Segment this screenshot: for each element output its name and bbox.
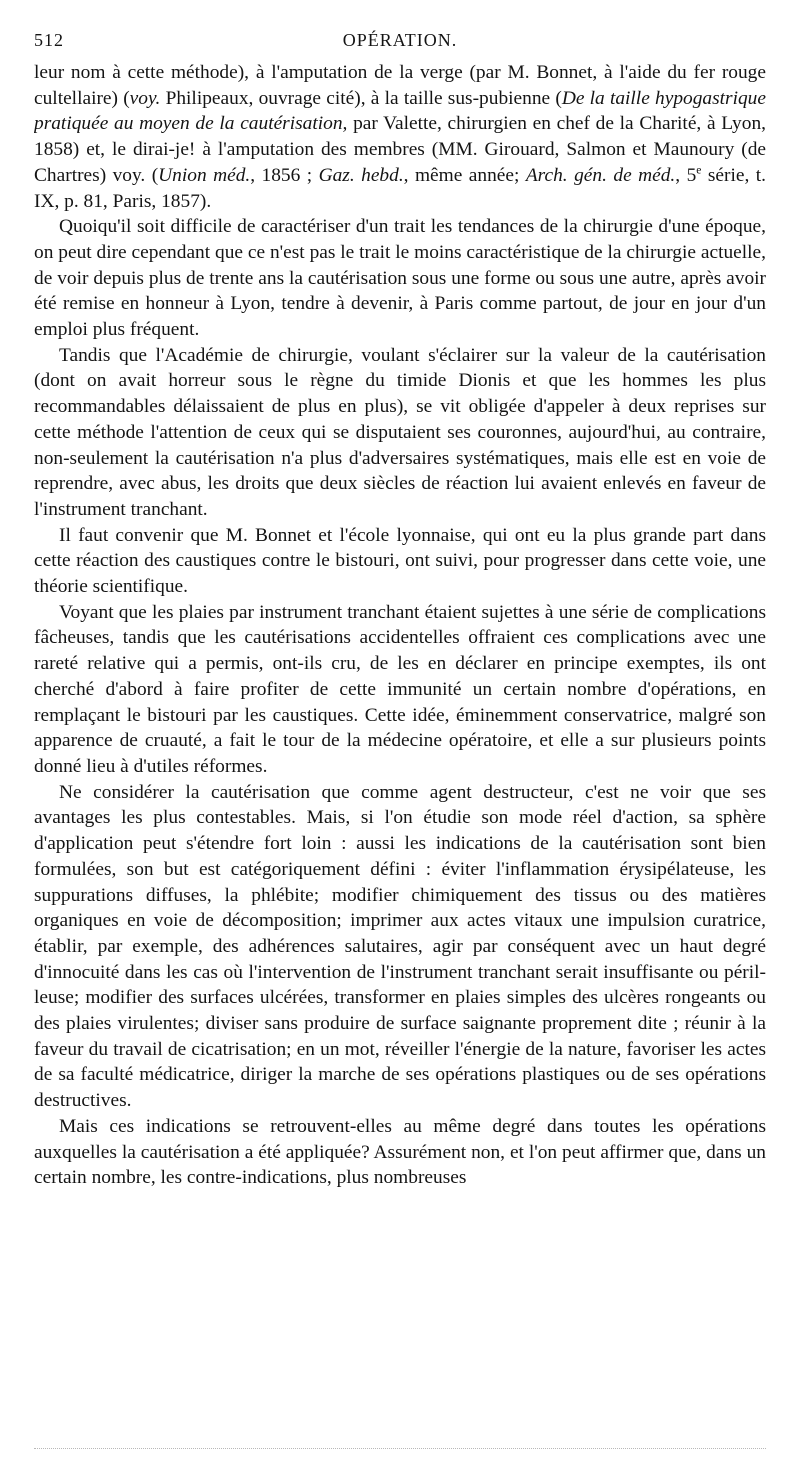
paragraph: Il faut convenir que M. Bonnet et l'école lyonnaise, qui ont eu la plus grande part dans cette réaction des caustiques contre le bistouri, ont suivi, pour progresser dans cette voie, une théorie scientifique. (34, 524, 766, 598)
book-page (34, 30, 766, 1430)
paragraph: Voyant que les plaies par instrument tranchant étaient sujettes à une série de complications fâcheuses, tandis que les cautérisations accidentelles offraient ces complications avec une rareté relative qui a permis, ont-ils cru, de les en déclarer en principe exemptes, ils ont cherché d'abord à faire profiter de cette immunité un certain nombre d'opérations, en remplaçant le bistouri par les caustiques. Cette idée, éminemment conservatrice, malgré son apparence de cruauté, a fait le tour de la médecine opératoire, et elle a sur plusieurs points donné lieu à d'utiles réformes. (34, 601, 766, 777)
paragraph: Ne considérer la cautérisation que comme agent destructeur, c'est ne voir que ses avantages les plus contestables. Mais, si l'on étudie son mode réel d'action, sa sphère d'application peut s'étendre fort loin : aussi les indications de la cautérisation sont bien formulées, son but est catégoriquement défini : éviter l'inflammation érysipélateuse, les suppurations diffuses, la phlébite; modifier chimiquement des tissus ou des matières organiques en voie de décomposition; imprimer aux actes vitaux une impulsion curatrice, établir, par exemple, des adhérences salutaires, agir par conséquent avec un haut degré d'innocuité dans les cas où l'intervention de l'instrument tranchant serait insuffisante ou périlleuse; modifier des surfaces ulcérées, transformer en plaies simples des ulcères rongeants ou des plaies virulentes; diviser sans produire de surface saignante proprement dite ; réunir à la faveur du travail de cicatrisation; en un mot, réveiller l'énergie de la nature, favoriser les actes de sa faculté médicatrice, diriger la marche de ses opérations plastiques ou de ses opérations destructives. (34, 781, 766, 1112)
paragraph: Tandis que l'Académie de chirurgie, voulant s'éclairer sur la valeur de la cautérisation (dont on avait horreur sous le règne du timide Dionis et que les hommes les plus recommandables délaissaient de plus en plus), se vit obligée d'appeler à deux reprises sur cette méthode l'attention de ceux qui se disputaient ses couronnes, aujourd'hui, au contraire, non-seulement la cautérisation n'a plus d'adversaires systématiques, mais elle est en voie de reprendre, avec abus, les droits que deux siècles de réaction lui avaient enlevés en faveur de l'instrument tranchant. (34, 344, 766, 520)
italic-citation: voy. (129, 87, 161, 109)
paragraph: Mais ces indications se retrouvent-elles au même degré dans toutes les opérations auxquelles la cautérisation a été appliquée? Assurément non, et l'on peut affirmer que, dans un certain nombre, les contre-indications, plus nombreuses (34, 1115, 766, 1189)
italic-title: De la taille hypogastrique pratiquée au moyen de la cautérisation, (34, 87, 766, 135)
superscript: e (696, 163, 702, 177)
page-header (34, 30, 766, 60)
footer-dotted-line (34, 1448, 766, 1449)
italic-journal: Union méd. (158, 164, 251, 186)
italic-journal: Arch. gén. de méd. (525, 164, 676, 186)
page-number: 512 (34, 30, 64, 50)
paragraph: Quoiqu'il soit difficile de caractériser d'un trait les tendances de la chirurgie d'une époque, on peut dire cependant que ce n'est pas le trait le moins caractéristique de la chirurgie actuelle, de voir depuis plus de trente ans la cautérisation sous une forme ou sous une autre, après avoir été remise en honneur à Lyon, tendre à devenir, à Paris comme partout, de jour en jour d'un emploi plus fréquent. (34, 216, 766, 341)
running-head: OPÉRATION. (342, 30, 458, 50)
body-text (34, 60, 766, 1191)
italic-journal: Gaz. hebd. (318, 164, 404, 186)
paragraph-continued: leur nom à cette méthode), à l'amputation de la verge (par M. Bonnet, à l'aide du fer rouge cultellaire) (voy. Philipeaux, ouvrage cité), à la taille sus-pubienne (De la taille hypogastrique pratiquée au moyen de la cautérisation, par Valette, chirurgien en chef de la Charité, à Lyon, 1858) et, le dirai-je! à l'amputation des membres (MM. Girouard, Salmon et Maunoury (de Chartres) voy. (Union méd., 1856 ; Gaz. hebd., même année; Arch. gén. de méd., 5e série, t. IX, p. 81, Paris, 1857). (34, 62, 766, 212)
